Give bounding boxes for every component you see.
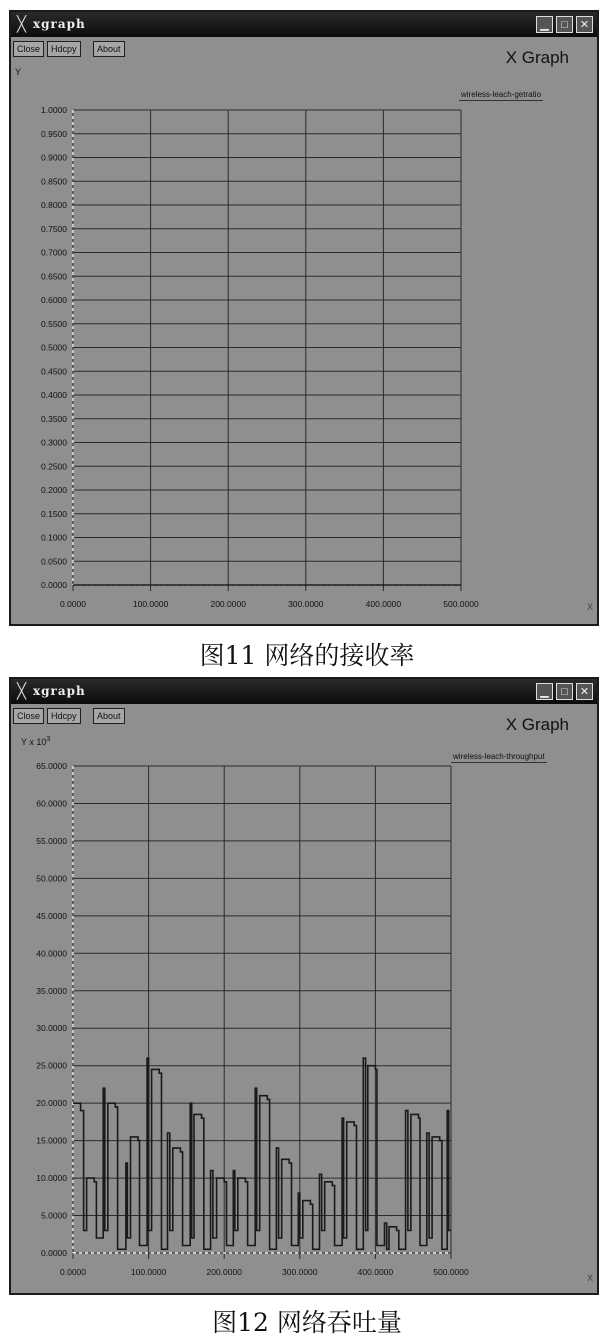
y-tick-label: 0.4500 <box>41 366 67 377</box>
x-tick-label: 0.0000 <box>60 599 86 609</box>
y-tick-label: 0.0000 <box>41 580 67 590</box>
legend-entry: wireless-leach-getratio <box>461 90 542 99</box>
x-tick-label: 200.0000 <box>210 599 246 609</box>
y-tick-label: 0.5000 <box>41 342 67 353</box>
xgraph-window-getratio <box>9 10 599 626</box>
close-button[interactable]: Close <box>13 708 44 724</box>
series-line <box>73 1058 451 1249</box>
window-title: xgraph <box>33 17 86 31</box>
app-label: X Graph <box>505 715 569 734</box>
y-tick-label: 45.0000 <box>36 910 67 921</box>
figure-caption-11: 图11 网络的接收率 <box>199 641 415 670</box>
x-tick-label: 400.0000 <box>357 1267 394 1277</box>
y-tick-label: 0.6000 <box>41 295 67 305</box>
close-window-icon[interactable]: ✕ <box>576 16 593 33</box>
y-tick-label: 0.8500 <box>41 176 67 187</box>
legend-entry: wireless-leach-throughput <box>453 752 545 761</box>
close-button[interactable]: Close <box>13 41 44 57</box>
hdcpy-button[interactable]: Hdcpy <box>47 708 81 724</box>
x-tick-label: 100.0000 <box>132 599 169 609</box>
y-tick-label: 65.0000 <box>36 761 67 771</box>
x-unit-label: X <box>586 1273 593 1283</box>
x-unit-label: X <box>586 602 593 612</box>
chart-getratio <box>11 12 597 624</box>
maximize-icon[interactable]: □ <box>556 683 573 700</box>
x-logo-icon: ╳ <box>17 16 27 33</box>
x-tick-label: 0.0000 <box>60 1267 86 1277</box>
y-tick-label: 0.2000 <box>41 485 67 495</box>
x-tick-label: 300.0000 <box>288 599 324 609</box>
y-tick-label: 0.7000 <box>41 247 67 258</box>
y-tick-label: 0.9500 <box>41 128 67 139</box>
y-tick-label: 40.0000 <box>36 948 67 959</box>
y-tick-label: 5.0000 <box>41 1210 67 1221</box>
window-title: xgraph <box>33 684 86 698</box>
hdcpy-button[interactable]: Hdcpy <box>47 41 81 57</box>
y-tick-label: 0.4000 <box>41 390 67 400</box>
chart-throughput <box>11 679 597 1293</box>
y-tick-label: 20.0000 <box>36 1098 67 1109</box>
y-unit-label: Y <box>15 67 22 77</box>
x-tick-label: 300.0000 <box>282 1267 318 1277</box>
y-tick-label: 0.1000 <box>41 532 67 543</box>
y-tick-label: 15.0000 <box>36 1135 67 1146</box>
figure-caption-12: 图12 网络吞吐量 <box>212 1308 402 1337</box>
y-tick-label: 60.0000 <box>36 798 67 809</box>
y-unit-text: Y x 10 <box>21 737 47 747</box>
x-logo-icon: ╳ <box>17 683 27 700</box>
y-tick-label: 0.8000 <box>41 200 67 210</box>
x-tick-label: 500.0000 <box>433 1267 469 1277</box>
y-tick-label: 0.7500 <box>41 223 67 234</box>
y-tick-label: 35.0000 <box>36 985 67 996</box>
x-tick-label: 200.0000 <box>206 1267 242 1277</box>
y-tick-label: 30.0000 <box>36 1023 67 1034</box>
x-tick-label: 500.0000 <box>443 599 479 609</box>
y-tick-label: 0.0500 <box>41 556 67 567</box>
y-tick-label: 0.3500 <box>41 413 67 424</box>
about-button[interactable]: About <box>93 41 125 57</box>
y-tick-label: 0.0000 <box>41 1248 67 1258</box>
y-tick-label: 0.1500 <box>41 508 67 519</box>
y-tick-label: 10.0000 <box>36 1173 67 1184</box>
x-tick-label: 100.0000 <box>130 1267 167 1277</box>
y-tick-label: 55.0000 <box>36 835 67 846</box>
y-tick-label: 0.2500 <box>41 461 67 472</box>
y-tick-label: 0.5500 <box>41 318 67 329</box>
about-button[interactable]: About <box>93 708 125 724</box>
y-tick-label: 1.0000 <box>41 105 67 115</box>
y-tick-label: 50.0000 <box>36 873 67 884</box>
x-tick-label: 400.0000 <box>365 599 402 609</box>
y-tick-label: 0.3000 <box>41 437 67 448</box>
minimize-icon[interactable]: ▁ <box>536 16 553 33</box>
y-tick-label: 0.9000 <box>41 152 67 163</box>
maximize-icon[interactable]: □ <box>556 16 573 33</box>
y-tick-label: 25.0000 <box>36 1060 67 1071</box>
minimize-icon[interactable]: ▁ <box>536 683 553 700</box>
app-label: X Graph <box>505 48 569 67</box>
close-window-icon[interactable]: ✕ <box>576 683 593 700</box>
xgraph-window-throughput <box>9 677 599 1295</box>
y-tick-label: 0.6500 <box>41 271 67 282</box>
y-unit-exponent: 3 <box>46 736 51 743</box>
